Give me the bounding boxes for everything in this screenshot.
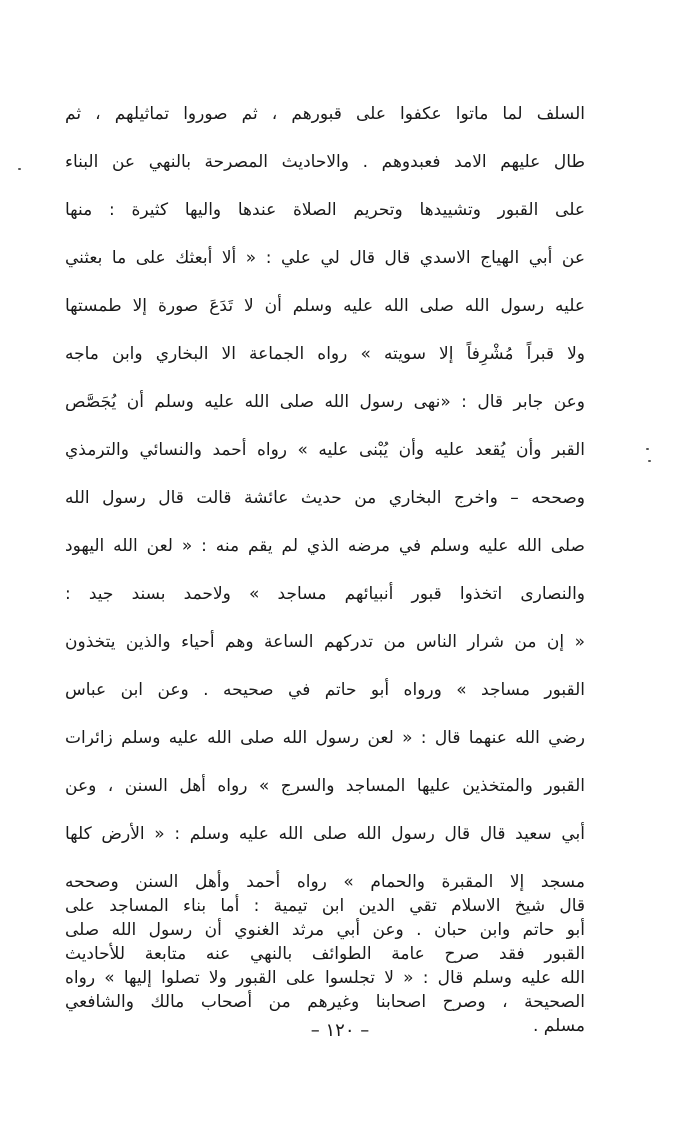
text-line: عليه رسول الله صلى الله عليه وسلم أن لا تَدَعَ صورة إلا طمستها (65, 296, 585, 316)
scan-speck (648, 460, 651, 462)
text-line: عن أبي الهياج الاسدي قال قال لي علي : « ألا أبعثك على ما بعثني (65, 248, 585, 268)
text-line: القبر وأن يُقعد عليه وأن يُبْنى عليه » رواه أحمد والنسائي والترمذي (65, 440, 585, 460)
paragraph-ibn-taymiyyah (65, 882, 585, 1026)
text-line: طال عليهم الامد فعبدوهم . والاحاديث المصرحة بالنهي عن البناء (65, 152, 585, 172)
text-line: على القبور وتشييدها وتحريم الصلاة عندها واليها كثيرة : منها (65, 200, 585, 220)
text-line: رضي الله عنهما قال : « لعن رسول الله صلى الله عليه وسلم زائرات (65, 728, 585, 748)
text-line: القبور فقد صرح عامة الطوائف بالنهي عنه متابعة للأحاديث (65, 944, 585, 964)
text-line: « إن من شرار الناس من تدركهم الساعة وهم أحياء والذين يتخذون (65, 632, 585, 652)
scan-speck (18, 168, 21, 170)
text-line: صلى الله عليه وسلم في مرضه الذي لم يقم منه : « لعن الله اليهود (65, 536, 585, 556)
text-line: ولا قبراً مُشْرِفاً إلا سويته » رواه الجماعة الا البخاري وابن ماجه (65, 344, 585, 364)
text-line: وصححه – واخرج البخاري من حديث عائشة قالت قال رسول الله (65, 488, 585, 508)
text-line: قال شيخ الاسلام تقي الدين ابن تيمية : أما بناء المساجد على (65, 896, 585, 916)
text-line: مسجد إلا المقبرة والحمام » رواه أحمد وأهل السنن وصححه (65, 872, 585, 892)
text-line: أبي سعيد قال قال رسول الله صلى الله عليه وسلم : « الأرض كلها (65, 824, 585, 844)
text-line: القبور والمتخذين عليها المساجد والسرج » رواه أهل السنن ، وعن (65, 776, 585, 796)
text-line: القبور مساجد » ورواه أبو حاتم في صحيحه . وعن ابن عباس (65, 680, 585, 700)
page-number: – ١٢٠ – (310, 1020, 370, 1041)
text-line: السلف لما ماتوا عكفوا على قبورهم ، ثم صوروا تماثيلهم ، ثم (65, 104, 585, 124)
text-line: الله عليه وسلم قال : « لا تجلسوا على القبور ولا تصلوا إليها » رواه (65, 968, 585, 988)
text-line: وعن جابر قال : «نهى رسول الله صلى الله عليه وسلم أن يُجَصَّص (65, 392, 585, 412)
text-line: أبو حاتم وابن حبان . وعن أبي مرثد الغنوي أن رسول الله صلى (65, 920, 585, 940)
text-line: الصحيحة ، وصرح اصحابنا وغيرهم من أصحاب مالك والشافعي (65, 992, 585, 1012)
text-line: مسلم . (532, 1016, 585, 1036)
scan-speck (646, 448, 649, 450)
text-line: والنصارى اتخذوا قبور أنبيائهم مساجد » ولاحمد بسند جيد : (65, 584, 585, 604)
